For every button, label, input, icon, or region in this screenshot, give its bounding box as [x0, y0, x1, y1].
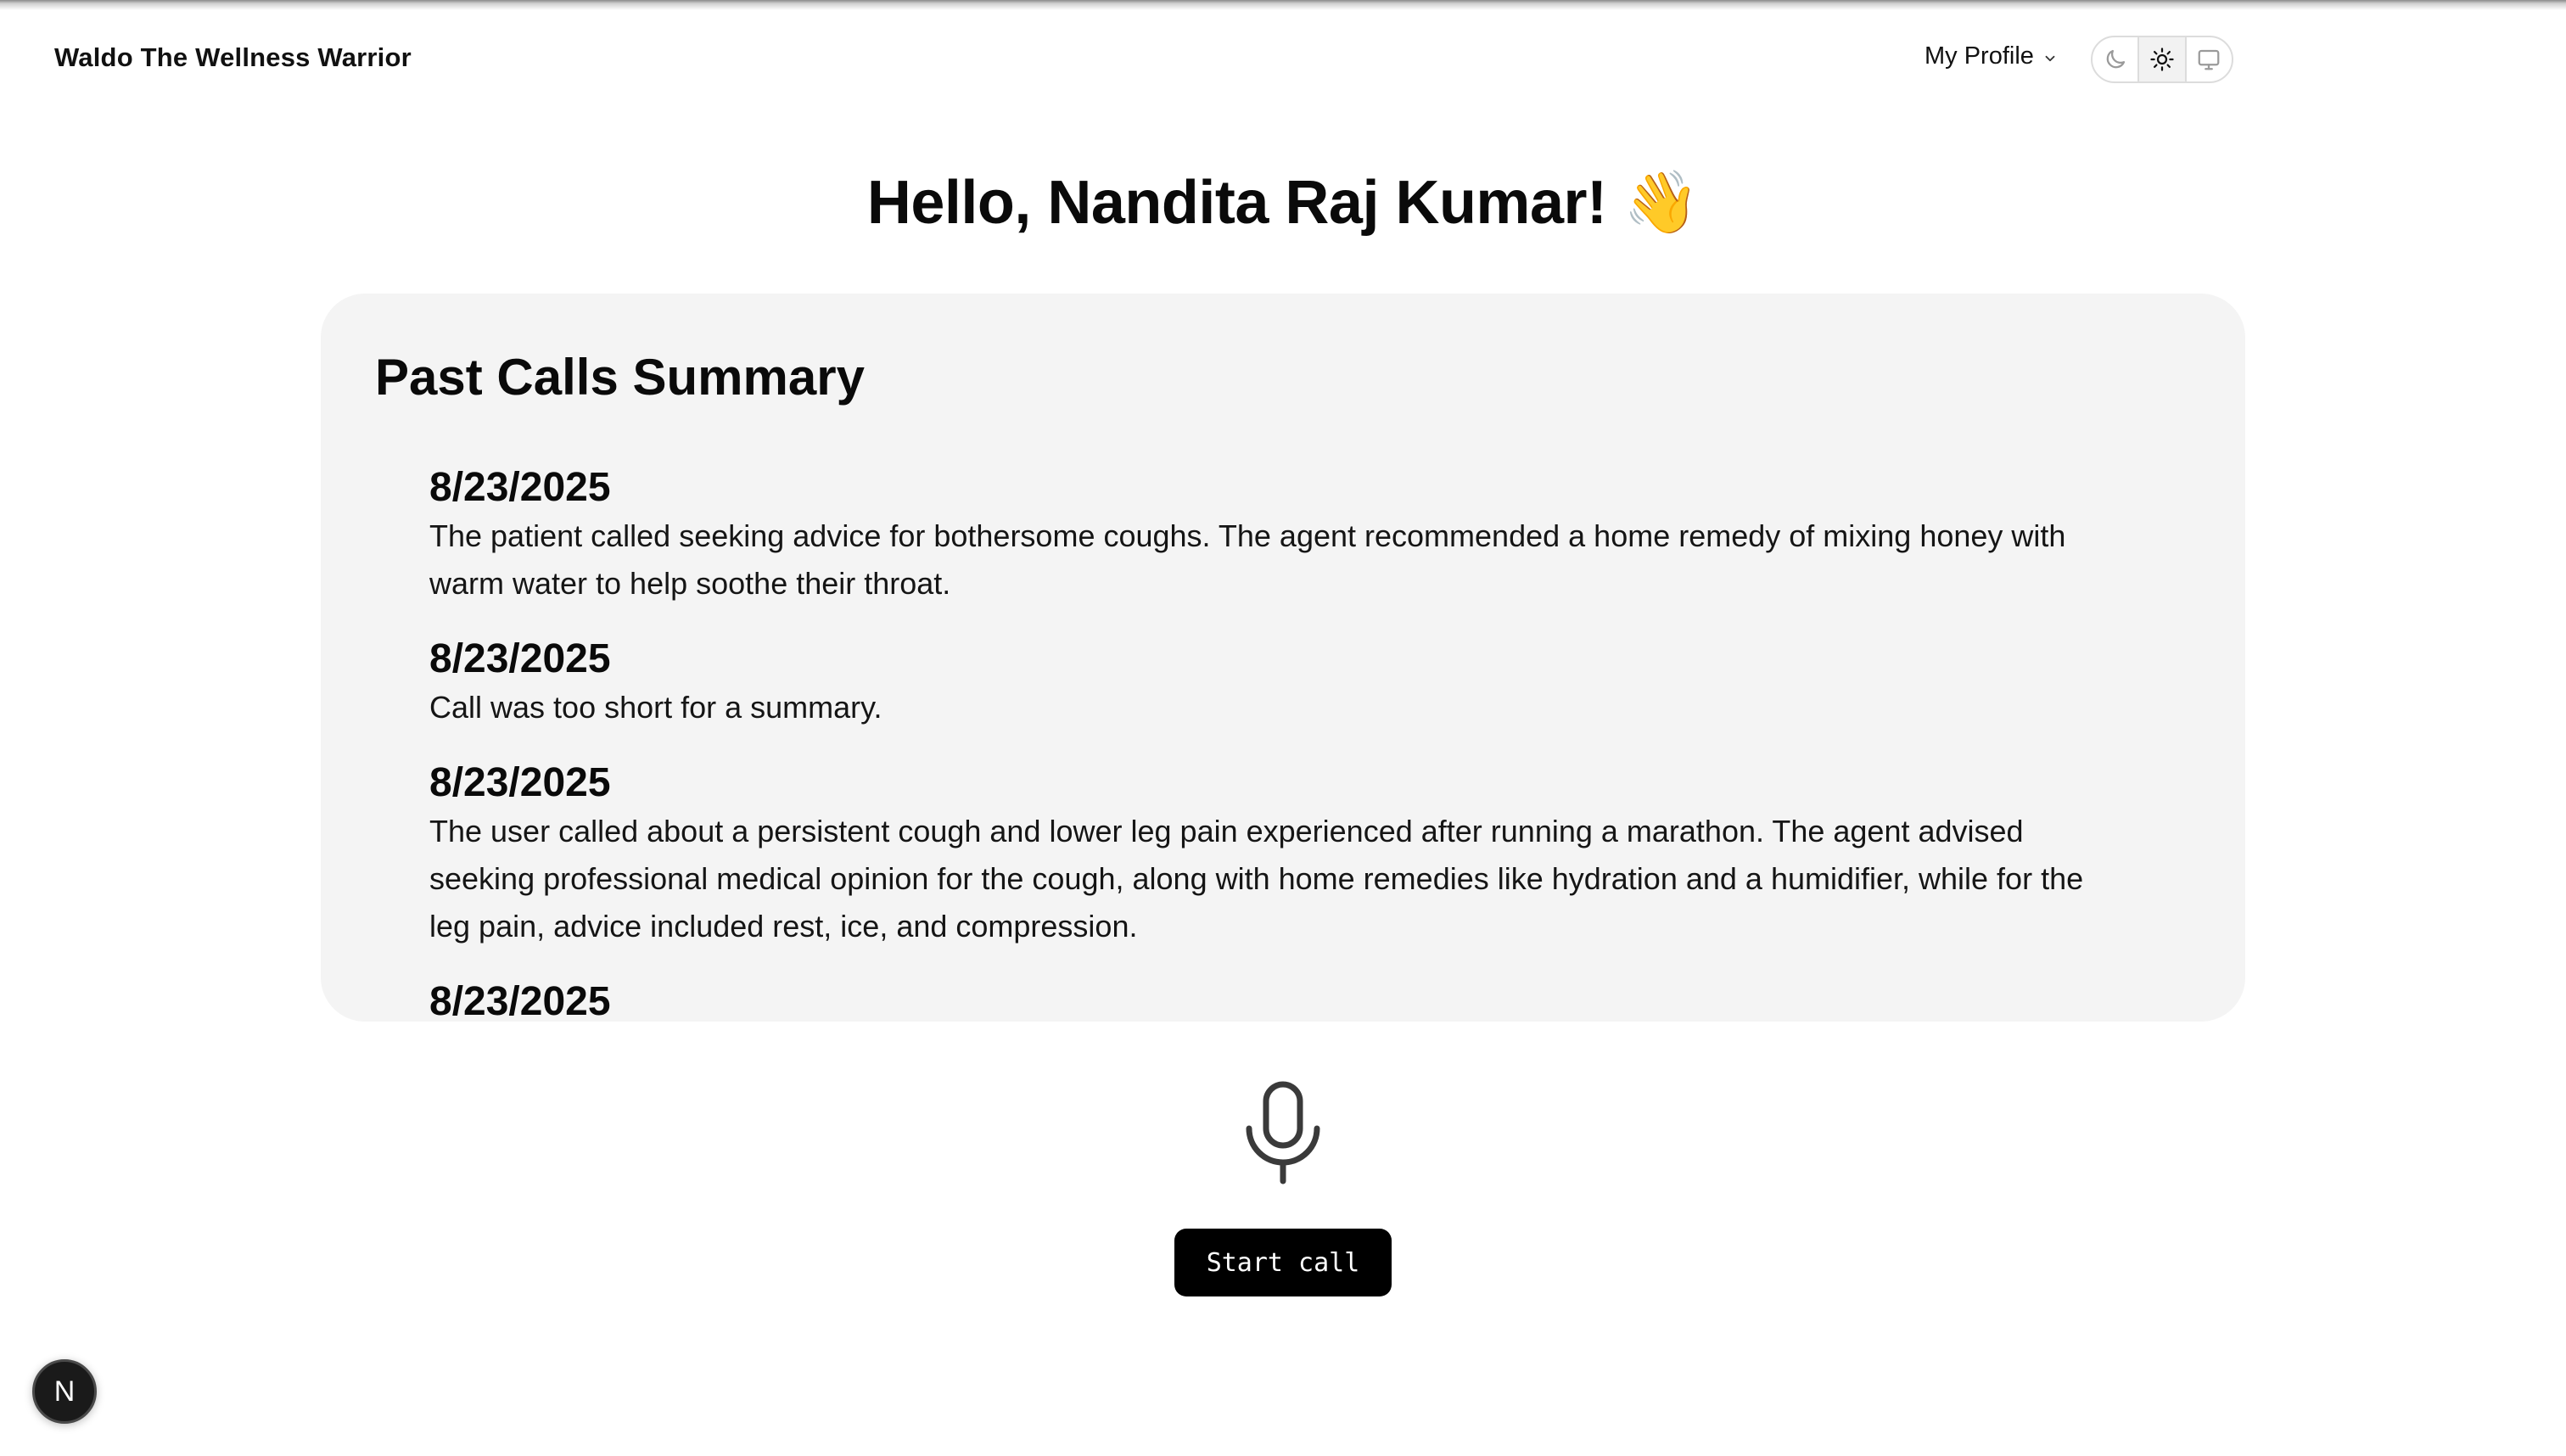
call-date: 8/23/2025 — [429, 465, 611, 510]
list-item — [429, 635, 2109, 731]
microphone-icon — [1241, 1079, 1325, 1186]
call-summary: Call was too short for a summary. — [429, 690, 882, 725]
theme-toggle — [2091, 36, 2233, 83]
call-date: 8/23/2025 — [429, 636, 611, 681]
monitor-icon — [2196, 47, 2221, 72]
past-calls-list — [429, 463, 2109, 1022]
my-profile-menu[interactable] — [1924, 42, 2058, 70]
list-item — [429, 977, 2109, 1022]
light-theme-button[interactable] — [2139, 37, 2186, 81]
call-date: 8/23/2025 — [429, 979, 611, 1022]
app-header — [0, 0, 2566, 119]
greeting-heading: Hello, Nandita Raj Kumar! 👋 — [866, 169, 1700, 237]
call-summary: The user called about a persistent cough and lower leg pain experienced after running a marathon. The agent advised seeking professional medical opinion for the cough, along with home remedies like hydration and a humidifier, while for the leg pain, advice included rest, ice, and compression. — [429, 814, 2084, 944]
past-calls-panel[interactable] — [321, 294, 2245, 1022]
call-summary: The patient called seeking advice for bothersome coughs. The agent recommended a home remedy of mixing honey with warm water to help soothe their throat. — [429, 518, 2066, 601]
dark-theme-button[interactable] — [2093, 37, 2139, 81]
my-profile-label: My Profile — [1924, 42, 2034, 70]
chevron-down-icon — [2042, 51, 2058, 66]
app-brand[interactable]: Waldo The Wellness Warrior — [54, 42, 412, 72]
start-call-button[interactable]: Start call — [1174, 1229, 1392, 1296]
sun-icon — [2149, 47, 2175, 72]
past-calls-title: Past Calls Summary — [375, 349, 865, 406]
nextjs-dev-badge[interactable]: N — [32, 1359, 97, 1424]
call-date: 8/23/2025 — [429, 760, 611, 805]
system-theme-button[interactable] — [2187, 37, 2232, 81]
list-item — [429, 759, 2109, 950]
moon-icon — [2103, 47, 2128, 72]
list-item — [429, 463, 2109, 608]
